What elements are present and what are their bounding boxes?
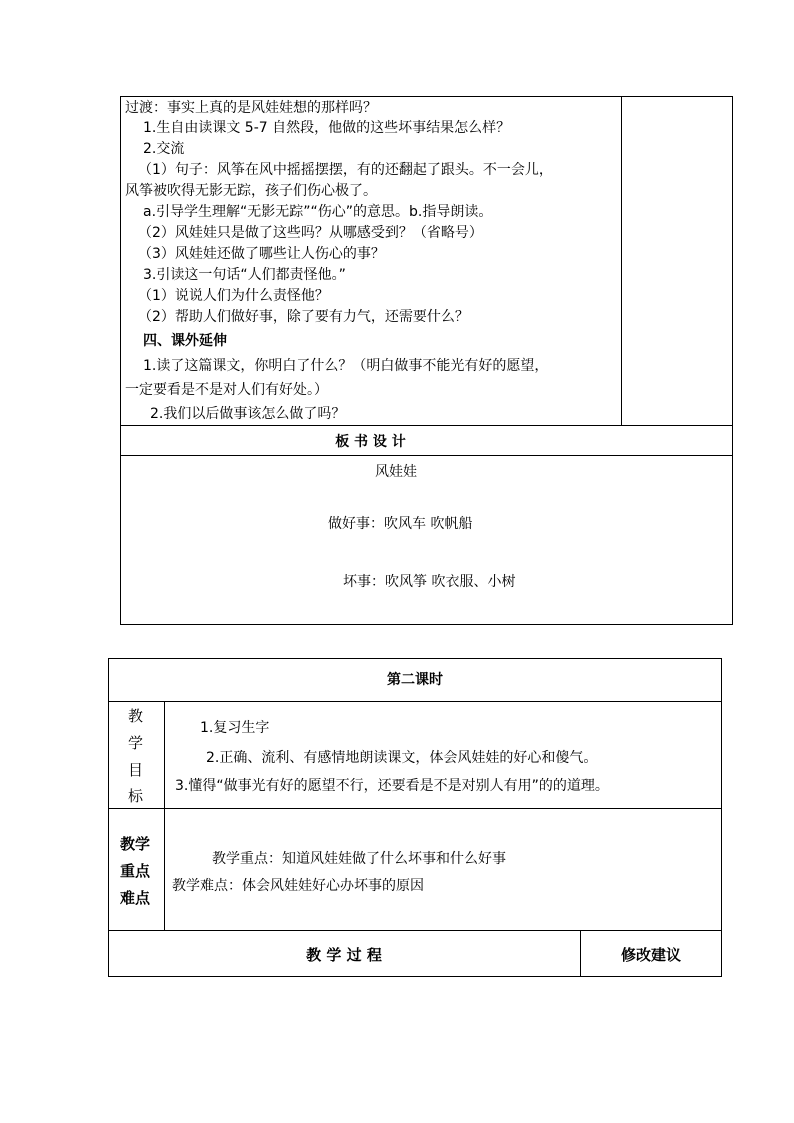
text-line: 一定要看是不是对人们有好处。） (125, 382, 328, 398)
teaching-focus: 教学重点：知道风娃娃做了什么坏事和什么好事 (212, 851, 506, 867)
text-line: （2）帮助人们做好事，除了要有力气，还需要什么？ (138, 309, 469, 325)
goals-label-char: 教 (128, 707, 144, 725)
text-line: （3）风娃娃还做了哪些让人伤心的事？ (138, 246, 385, 262)
text-line: 1.生自由读课文 5-7 自然段，他做的这些坏事结果怎么样？ (143, 120, 511, 136)
board-bad-deeds: 坏事：吹风筝 吹衣服、小树 (343, 574, 516, 590)
text-line: （1）句子：风筝在风中摇摇摆摆，有的还翻起了跟头。不一会儿， (138, 162, 553, 178)
goals-label-char: 标 (128, 787, 144, 805)
column-divider (621, 96, 622, 425)
text-line: 过渡：事实上真的是风娃娃想的那样吗？ (125, 100, 377, 116)
text-line: 2.我们以后做事该怎么做了吗？ (150, 406, 346, 422)
goal-item: 1.复习生字 (200, 720, 270, 736)
goal-item: 3.懂得“做事光有好的愿望不行，还要看是不是对别人有用”的的道理。 (175, 778, 609, 794)
text-line: （1）说说人们为什么责怪他？ (138, 288, 329, 304)
text-line: 风筝被吹得无影无踪，孩子们伤心极了。 (125, 183, 377, 199)
column-divider (164, 701, 165, 930)
focus-label: 难点 (120, 889, 151, 907)
section-heading: 四、课外延伸 (143, 333, 227, 349)
text-line: （2）风娃娃只是做了这些吗？从哪感受到？（省略号） (138, 225, 483, 241)
focus-label: 教学 (120, 835, 151, 853)
text-line: 1.读了这篇课文，你明白了什么？（明白做事不能光有好的愿望， (143, 358, 549, 374)
board-design-header: 板 书 设 计 (335, 434, 406, 450)
goals-label-char: 学 (128, 734, 144, 752)
board-title: 风娃娃 (375, 464, 417, 480)
goals-label-char: 目 (128, 761, 144, 779)
text-line: 2.交流 (143, 141, 185, 157)
row-divider (120, 425, 733, 426)
row-divider (120, 455, 733, 456)
teaching-difficulty: 教学难点：体会风娃娃好心办坏事的原因 (172, 878, 424, 894)
row-divider (108, 701, 722, 702)
suggestion-header: 修改建议 (620, 946, 681, 964)
row-divider (108, 808, 722, 809)
lesson-title: 第二课时 (387, 672, 443, 688)
focus-label: 重点 (120, 862, 151, 880)
board-good-deeds: 做好事：吹风车 吹帆船 (328, 516, 473, 532)
goal-item: 2.正确、流利、有感情地朗读课文，体会风娃娃的好心和傻气。 (206, 750, 598, 766)
text-line: 3.引读这一句话“人们都责怪他。” (143, 267, 346, 283)
process-header: 教 学 过 程 (306, 946, 382, 964)
row-divider (108, 930, 722, 931)
text-line: a.引导学生理解“无影无踪”“伤心”的意思。b.指导朗读。 (143, 204, 493, 220)
